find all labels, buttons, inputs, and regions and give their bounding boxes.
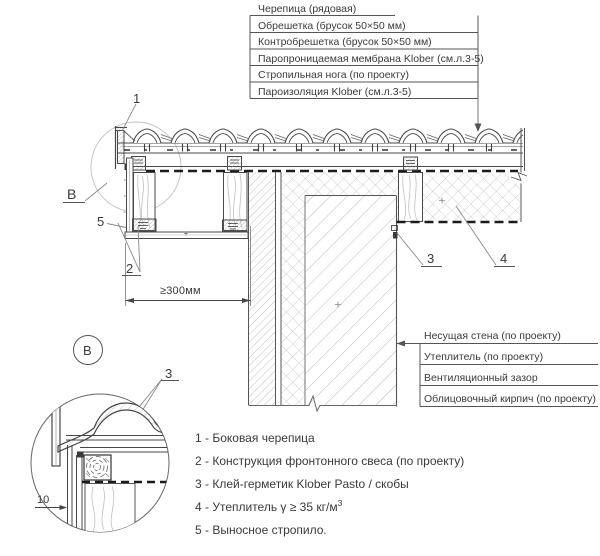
batten-blocks [132,157,418,171]
legend-item-3 [195,473,409,491]
roof-callout-leader [475,99,482,133]
wall-callout-arrow [397,341,406,347]
rafter-overhang-1 [133,173,157,232]
marker-5: 5 [97,214,105,229]
marker-3: 3 [427,251,435,266]
legend-item-1-text: 1 - Боковая черепица [195,431,315,445]
detail-bubble-letter: В [83,342,92,358]
callout-roof-vapor: Пароизоляция Klober (см.л.3-5) [258,85,412,98]
legend-item-1 [195,427,315,445]
legend-item-4 [195,496,342,514]
rafter-inner-face [399,173,423,222]
batten-block-marks [134,160,415,164]
callout-roof-membrane: Паропроницаемая мембрана Klober (см.л.3-5) [258,52,484,65]
wall-bearing [305,196,397,407]
callout-wall-airgap: Вентиляционный зазор [424,372,538,384]
callout-wall-insulation: Утеплитель (по проекту) [424,351,544,363]
legend-item-3-text: 3 - Клей-герметик Klober Pasto / скобы [195,477,409,491]
callout-wall-bearing: Несущая стена (по проекту) [424,330,561,342]
marker-detail-3: 3 [165,366,173,381]
tile-profile [124,129,552,152]
marker-1: 1 [133,91,141,106]
callout-wall-brick: Облицовочный кирпич (по проекту) [424,393,596,405]
callout-roof-batten: Обрешетка (брусок 50×50 мм) [258,19,406,32]
marker-dim-10: 10 [37,494,50,506]
callout-roof-counterbatten: Контробрешетка (брусок 50×50 мм) [258,36,432,48]
legend-item-4-text: 4 - Утеплитель γ ≥ 35 кг/м [195,500,338,514]
tile-base-lines [118,143,523,153]
legend-item-2-text: 2 - Конструкция фронтонного свеса (по проекту) [195,454,465,468]
legend-item-2 [195,450,464,468]
legend-item-5-text: 5 - Выносное стропило. [195,523,327,537]
wall-facing-brick [249,172,276,405]
rafter-overhang-2 [223,173,248,232]
marker-detail-ref: В [67,186,77,202]
membrane-break-symbol [509,173,527,184]
callout-roof-rafter: Стропильная нога (по проекту) [258,69,409,81]
legend-item-4-sup: 3 [337,498,343,508]
dimension-overhang-text: ≥300мм [160,285,201,297]
marker-4: 4 [500,251,508,266]
callout-roof-tile: Черепица (рядовая) [258,2,357,15]
legend-item-5 [195,519,327,537]
marker-2: 2 [126,261,134,276]
soffit-board [125,232,248,239]
